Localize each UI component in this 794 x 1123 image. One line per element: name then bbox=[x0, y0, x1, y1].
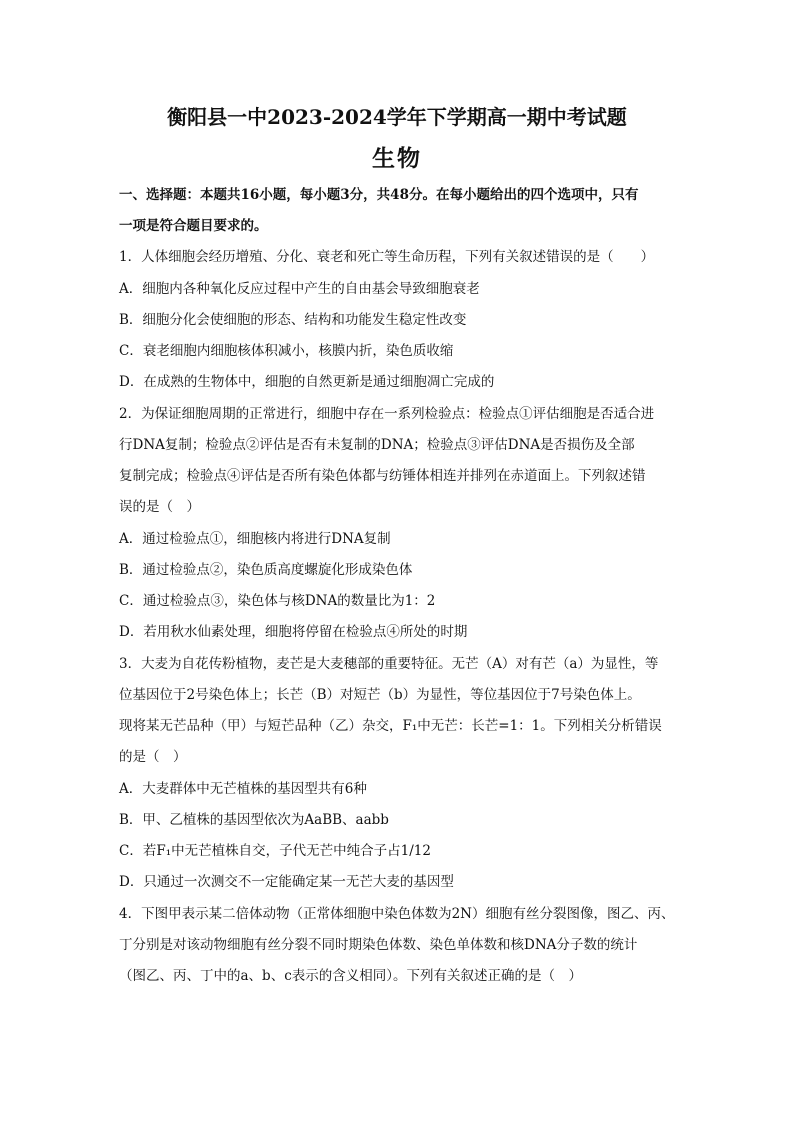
q3-option-b: B．甲、乙植株的基因型依次为AaBB、aabb bbox=[119, 812, 389, 828]
section-instruction-line-1: 一、选择题：本题共16小题，每小题3分，共48分。在每小题给出的四个选项中，只有 bbox=[119, 187, 639, 203]
q3-stem-line-2: 位基因位于2号染色体上；长芒（B）对短芒（b）为显性，等位基因位于7号染色体上。 bbox=[119, 687, 641, 703]
q1-option-d: D．在成熟的生物体中，细胞的自然更新是通过细胞凋亡完成的 bbox=[119, 374, 495, 390]
q2-option-c: C．通过检验点③，染色体与核DNA的数量比为1：2 bbox=[119, 593, 436, 609]
q2-stem-line-1: 2．为保证细胞周期的正常进行，细胞中存在一系列检验点：检验点①评估细胞是否适合进 bbox=[119, 406, 655, 422]
q3-option-c: C．若F₁中无芒植株自交，子代无芒中纯合子占1/12 bbox=[119, 843, 431, 859]
exam-title: 衡阳县一中2023-2024学年下学期高一期中考试题 bbox=[167, 105, 627, 129]
q2-option-b: B．通过检验点②，染色质高度螺旋化形成染色体 bbox=[119, 562, 413, 578]
q3-option-a: A．大麦群体中无芒植株的基因型共有6种 bbox=[119, 781, 367, 797]
q3-stem-line-3: 现将某无芒品种（甲）与短芒品种（乙）杂交，F₁中无芒：长芒=1：1。下列相关分析错误 bbox=[119, 718, 662, 734]
q3-option-d: D．只通过一次测交不一定能确定某一无芒大麦的基因型 bbox=[119, 874, 454, 890]
q2-stem-line-3: 复制完成；检验点④评估是否所有染色体都与纺锤体相连并排列在赤道面上。下列叙述错 bbox=[119, 468, 646, 484]
q2-stem-line-2: 行DNA复制；检验点②评估是否有未复制的DNA；检验点③评估DNA是否损伤及全部 bbox=[119, 437, 635, 453]
q1-option-c: C．衰老细胞内细胞核体积减小，核膜内折，染色质收缩 bbox=[119, 343, 454, 359]
q1-option-b: B．细胞分化会使细胞的形态、结构和功能发生稳定性改变 bbox=[119, 312, 467, 328]
section-instruction-line-2: 一项是符合题目要求的。 bbox=[119, 218, 268, 234]
q1-option-a: A．细胞内各种氧化反应过程中产生的自由基会导致细胞衰老 bbox=[119, 281, 480, 297]
q4-stem-line-2: 丁分别是对该动物细胞有丝分裂不同时期染色体数、染色单体数和核DNA分子数的统计 bbox=[119, 937, 638, 953]
q1-stem: 1．人体细胞会经历增殖、分化、衰老和死亡等生命历程，下列有关叙述错误的是（ ） bbox=[119, 249, 655, 265]
q2-stem-line-4: 误的是（ ） bbox=[119, 499, 200, 515]
q4-stem-line-3: （图乙、丙、丁中的a、b、c表示的含义相同）。下列有关叙述正确的是（ ） bbox=[119, 968, 583, 984]
q3-stem-line-1: 3．大麦为自花传粉植物，麦芒是大麦穗部的重要特征。无芒（A）对有芒（a）为显性，等 bbox=[119, 656, 659, 672]
q2-option-a: A．通过检验点①，细胞核内将进行DNA复制 bbox=[119, 531, 391, 547]
subject-title: 生物 bbox=[372, 145, 422, 172]
q2-option-d: D．若用秋水仙素处理，细胞将停留在检验点④所处的时期 bbox=[119, 624, 468, 640]
q4-stem-line-1: 4．下图甲表示某二倍体动物（正常体细胞中染色体数为2N）细胞有丝分裂图像，图乙、丙、 bbox=[119, 906, 675, 922]
q3-stem-line-4: 的是（ ） bbox=[119, 749, 187, 765]
